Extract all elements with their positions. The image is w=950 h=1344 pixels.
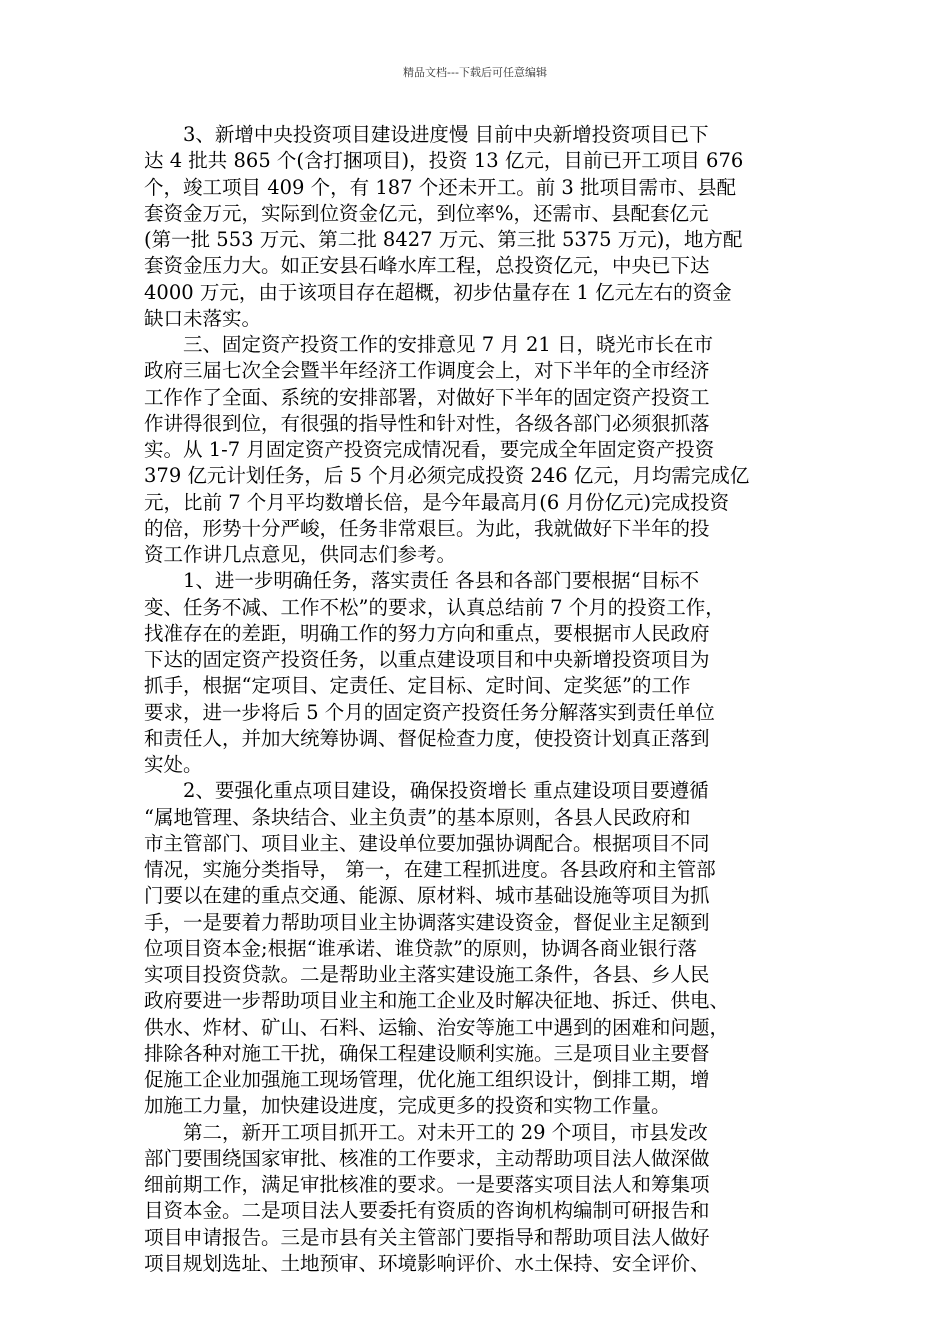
text-line: 政府要进一步帮助项目业主和施工企业及时解决征地、拆迁、供电、: [144, 989, 730, 1013]
text-line: 细前期工作，满足审批核准的要求。一是要落实项目法人和筹集项: [144, 1173, 710, 1196]
text-line: 政府三届七次全会暨半年经济工作调度会上，对下半年的全市经济: [144, 359, 710, 383]
page-header: 精品文档---下载后可任意编辑: [403, 66, 547, 79]
text-line: 2、要强化重点项目建设，确保投资增长 重点建设项目要遵循: [144, 779, 709, 803]
text-line: 加施工力量，加快建设进度，完成更多的投资和实物工作量。: [144, 1094, 671, 1118]
text-line: 的倍，形势十分严峻，任务非常艰巨。为此，我就做好下半年的投: [144, 516, 710, 540]
text-line: 实处。: [144, 753, 203, 776]
text-line: 要求，进一步将后 5 个月的固定资产投资任务分解落实到责任单位: [144, 700, 715, 724]
text-line: 套资金压力大。如正安县石峰水库工程，总投资亿元，中央已下达: [144, 254, 710, 278]
text-line: 找准存在的差距，明确工作的努力方向和重点，要根据市人民政府: [144, 621, 710, 645]
text-line: 市主管部门、项目业主、建设单位要加强协调配合。根据项目不同: [144, 831, 710, 855]
text-line: 项目申请报告。三是市县有关主管部门要指导和帮助项目法人做好: [144, 1225, 710, 1249]
text-line: 达 4 批共 865 个(含打捆项目)，投资 13 亿元，目前已开工项目 676: [144, 149, 744, 173]
text-line: 供水、炸材、矿山、石料、运输、治安等施工中遇到的困难和问题，: [144, 1015, 730, 1039]
text-line: 目资本金。二是项目法人要委托有资质的咨询机构编制可研报告和: [144, 1199, 710, 1223]
text-line: 部门要围绕国家审批、核准的工作要求，主动帮助项目法人做深做: [144, 1146, 710, 1170]
text-line: 379 亿元计划任务，后 5 个月必须完成投资 246 亿元，月均需完成亿: [144, 464, 750, 488]
text-line: (第一批 553 万元、第二批 8427 万元、第三批 5375 万元)，地方配: [144, 228, 743, 251]
text-line: 实项目投资贷款。二是帮助业主落实建设施工条件，各县、乡人民: [144, 963, 710, 986]
text-line: 工作作了全面、系统的安排部署，对做好下半年的固定资产投资工: [144, 385, 710, 409]
text-line: 变、任务不减、工作不松”的要求，认真总结前 7 个月的投资工作，: [144, 595, 725, 619]
text-line: 缺口未落实。: [144, 306, 262, 330]
text-line: 排除各种对施工干扰，确保工程建设顺利实施。三是项目业主要督: [144, 1041, 710, 1065]
text-line: 4000 万元，由于该项目存在超概，初步估量存在 1 亿元左右的资金: [144, 280, 732, 304]
text-line: 情况，实施分类指导， 第一，在建工程抓进度。各县政府和主管部: [144, 858, 716, 881]
text-line: 1、进一步明确任务，落实责任 各县和各部门要根据“目标不: [144, 569, 700, 593]
text-line: 门要以在建的重点交通、能源、原材料、城市基础设施等项目为抓: [144, 884, 710, 908]
text-line: “属地管理、条块结合、业主负责”的基本原则，各县人民政府和: [144, 805, 691, 829]
text-line: 实。从 1-7 月固定资产投资完成情况看，要完成全年固定资产投资: [144, 438, 715, 461]
document-body: [144, 122, 810, 1277]
text-line: 位项目资本金;根据“谁承诺、谁贷款”的原则，协调各商业银行落: [144, 936, 698, 960]
text-line: 第二，新开工项目抓开工。对未开工的 29 个项目，市县发改: [144, 1120, 708, 1144]
text-line: 项目规划选址、土地预审、环境影响评价、水土保持、安全评价、: [144, 1251, 710, 1275]
text-line: 促施工企业加强施工现场管理，优化施工组织设计，倒排工期，增: [144, 1068, 710, 1091]
text-line: 和责任人，并加大统筹协调、督促检查力度，使投资计划真正落到: [144, 726, 710, 750]
text-line: 元，比前 7 个月平均数增长倍，是今年最高月(6 月份亿元)完成投资: [144, 490, 730, 514]
text-line: 下达的固定资产投资任务，以重点建设项目和中央新增投资项目为: [144, 648, 710, 671]
text-line: 作讲得很到位，有很强的指导性和针对性，各级各部门必须狠抓落: [144, 411, 710, 435]
text-line: 资工作讲几点意见，供同志们参考。: [144, 543, 457, 566]
text-line: 3、新增中央投资项目建设进度慢 目前中央新增投资项目已下: [144, 123, 709, 146]
text-line: 个，竣工项目 409 个，有 187 个还未开工。前 3 批项目需市、县配: [144, 175, 737, 199]
text-line: 套资金万元，实际到位资金亿元，到位率%，还需市、县配套亿元: [144, 201, 709, 225]
text-line: 手，一是要着力帮助项目业主协调落实建设资金，督促业主足额到: [144, 910, 710, 934]
text-line: 抓手，根据“定项目、定责任、定目标、定时间、定奖惩”的工作: [144, 674, 691, 698]
text-line: 三、固定资产投资工作的安排意见 7 月 21 日，晓光市长在市: [144, 333, 714, 356]
